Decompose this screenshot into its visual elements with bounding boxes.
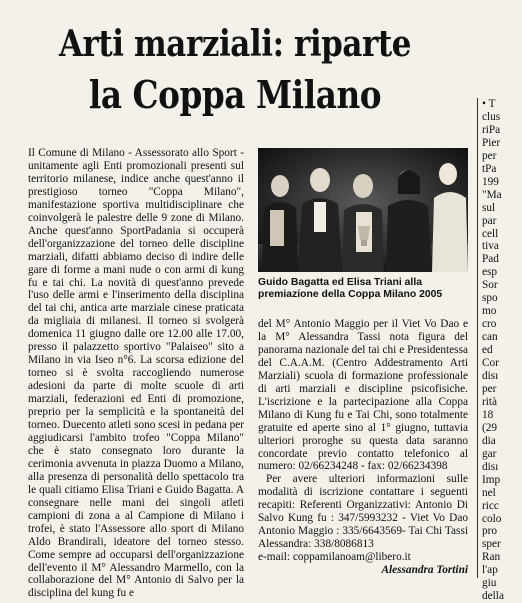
side-column-line: ed: [482, 344, 493, 357]
side-column-line: colo: [482, 512, 502, 525]
body-paragraph: del M° Antonio Maggio per il Viet Vo Dao e la M° Alessandra Tassi nota figura del panorama nazionale del tai chi e Presidentessa del C.A.A.M. (Centro Addestramento Arti Marziali) scuola di formazione professionale di arti marziali e discipline psicofisiche. L'iscrizione e la partecipazione alla Coppa Milano di Kung fu e Tai Chi, sono totalmente gratuite ed aperte sino al 1° giugno, tuttavia ulteriori proroghe su questa data saranno concordate previo contatto telefonico al numero: 02/66234248 - fax: 02/66234398: [258, 318, 468, 473]
side-column-line: Sor: [482, 279, 498, 292]
side-column-line: disı: [482, 370, 499, 383]
side-column-line: • T: [482, 98, 496, 110]
side-column-line: giu: [482, 577, 497, 590]
side-column-line: esp: [482, 266, 498, 279]
side-column-line: rità: [482, 395, 498, 408]
photo-image: [258, 148, 468, 272]
contact-paragraph: Per avere ulteriori informazioni sulle modalità di iscrizione contattare i seguenti recapiti: Referenti Organizzativi: Antonio Di Salvo Kung fu : 347/5993232 - Viet Vo Dao Antonio Maggio : 335/6643569- Tai Chi Tassi Alessandra: 338/8086813: [258, 473, 468, 551]
side-column-line: gar: [482, 447, 497, 460]
side-column-line: par: [482, 214, 497, 227]
side-column-line: della: [482, 590, 504, 603]
side-column-line: Cor: [482, 357, 499, 370]
article-body-column-2: [258, 318, 468, 575]
side-column-line: ricc: [482, 499, 499, 512]
award-ceremony-photo: [258, 148, 468, 272]
side-column-line: pro: [482, 525, 498, 538]
side-column-line: Pier: [482, 136, 501, 149]
side-column-line: Ran: [482, 551, 501, 564]
side-column-line: 199: [482, 175, 499, 188]
side-column-line: 18: [482, 408, 494, 421]
side-column-line: clus: [482, 110, 501, 123]
side-column-line: mo: [482, 305, 497, 318]
side-column-line: sper: [482, 538, 501, 551]
headline-line-2: la Coppa Milano: [88, 72, 382, 117]
side-column-line: riPa: [482, 123, 501, 136]
side-column-line: cell: [482, 227, 499, 240]
side-column-line: per: [482, 382, 497, 395]
side-column-line: l'ap: [482, 564, 498, 577]
side-column-line: can: [482, 331, 498, 344]
side-column-line: cro: [482, 318, 497, 331]
side-column-line: tPa: [482, 162, 497, 175]
headline-line-1: Arti marziali: riparte: [58, 23, 412, 65]
side-column-line: spo: [482, 292, 498, 305]
side-column-line: dia: [482, 434, 496, 447]
adjacent-article-column: [477, 98, 522, 603]
side-column-line: (29: [482, 421, 498, 434]
side-column-line: disı: [482, 460, 499, 473]
side-column-line: tiva: [482, 240, 499, 253]
photo-caption: Guido Bagatta ed Elisa Triani alla premiazione della Coppa Milano 2005: [258, 277, 443, 300]
author-signature: Alessandra Tortini: [381, 564, 468, 577]
side-column-line: per: [482, 149, 497, 162]
email-line: e-mail: coppamilanoam@libero.it: [258, 551, 411, 564]
side-column-line: Imp: [482, 473, 501, 486]
article-body-column-1: Il Comune di Milano - Assessorato allo Sport - unitamente agli Enti promozionali presenti sul territorio milanese, indice anche quest'anno il prestigioso torneo "Coppa Milano", manifestazione sportiva multidisciplinare che coinvolgerà le palestre delle 9 zone di Milano. Anche quest'anno SportPadania si occuperà dell'organizzazione del torneo delle discipline marziali, difatti abbiamo deciso di indire delle gare di forme a mani nude o con armi di kung fu e tai chi. La novità di quest'anno prevede l'uso delle armi e l'inserimento della disciplina del tai chi, antica arte marziale cinese praticata da migliaia di milanesi. Il torneo si svolgerà domenica 11 giugno dalle ore 12.00 alle 17.00, presso il palazzetto sportivo "Palaiseo" sito a Milano in via Iseo n°6. La scorsa edizione del torneo si è svolta raccogliendo numerose adesioni da parte di molte scuole di arti marziali, federazioni ed Enti di promozione, preprio per la semplicità e la spontaneità del torneo. Duecento atleti sono scesi in pedana per aggiudicarsi l'ambito trofeo "Coppa Milano" che è stato consegnato loro durante la cerimonia avvenuta in piazza Duomo a Milano, alla presenza di personalità dello spettacolo tra le quali citiamo Elisa Triani e Guido Bagatta. A consegnare nelle mani dei singoli atleti campioni di zona a al Campione di Milano i trofei, è stato l'Assessore allo sport di Milano Aldo Brandirali, ideatore del torneo stesso. Come sempre ad occuparsi dell'organizzazione dell'evento il M° Alessandro Marmello, con la collaborazione del M° Antonio di Salvo per la disciplina del kung fu e: [28, 147, 244, 600]
side-column-line: Pad: [482, 253, 499, 266]
side-column-line: nel: [482, 486, 496, 499]
side-column-line: "Ma: [482, 188, 502, 201]
side-column-line: sul: [482, 201, 496, 214]
